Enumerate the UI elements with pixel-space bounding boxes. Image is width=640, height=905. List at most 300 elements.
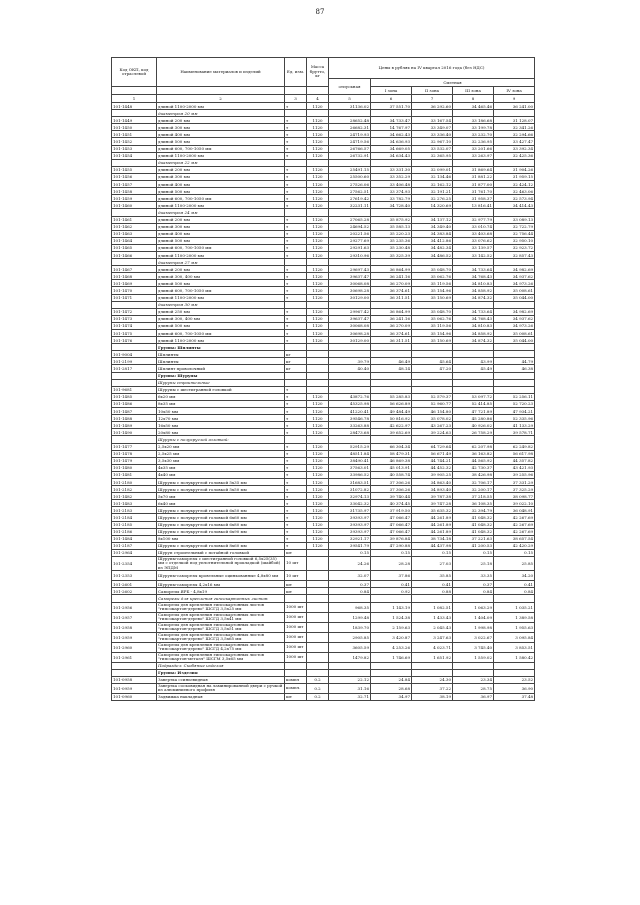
cell-retail-price bbox=[329, 351, 371, 358]
cell-unit: т bbox=[285, 273, 307, 280]
cell-zone1-price: 33 406.48 bbox=[371, 181, 412, 188]
cell-unit: т bbox=[285, 471, 307, 478]
cell-code bbox=[112, 595, 157, 602]
cell-unit: т bbox=[285, 280, 307, 287]
cell-name: 2,5х20 мм bbox=[157, 443, 285, 450]
cell-unit: т bbox=[285, 457, 307, 464]
cell-mass bbox=[307, 358, 329, 365]
cell-zone2-price: 36 292.60 bbox=[412, 103, 453, 110]
cell-code bbox=[112, 344, 157, 351]
cell-unit: т bbox=[285, 337, 307, 344]
cell-unit: шт bbox=[285, 549, 307, 556]
cell-zone3-price bbox=[453, 110, 494, 117]
table-row bbox=[112, 622, 535, 632]
cell-mass bbox=[307, 259, 329, 266]
cell-zone4-price bbox=[494, 662, 535, 669]
cell-zone1-price: 33 331.30 bbox=[371, 166, 412, 173]
cell-zone3-price: 33 186.68 bbox=[453, 117, 494, 124]
cell-zone1-price bbox=[371, 259, 412, 266]
cell-retail-price: 32974.13 bbox=[329, 493, 371, 500]
cell-mass: 1120 bbox=[307, 202, 329, 209]
cell-zone2-price: 35 078.02 bbox=[412, 415, 453, 422]
cell-unit: 1000 шт bbox=[285, 602, 307, 612]
cell-zone2-price: 34 482.34 bbox=[412, 244, 453, 251]
cell-zone4-price: 47 934.21 bbox=[494, 408, 535, 415]
header-zone-1: I зона bbox=[371, 87, 412, 95]
cell-mass: 1120 bbox=[307, 514, 329, 521]
cell-retail-price: 30698.28 bbox=[329, 287, 371, 294]
cell-mass: 1120 bbox=[307, 280, 329, 287]
cell-code: 101-2958 bbox=[112, 622, 157, 632]
header-retail: отпускная bbox=[329, 79, 371, 95]
cell-zone4-price: 32 424.12 bbox=[494, 181, 535, 188]
cell-zone3-price: 31 877.00 bbox=[453, 181, 494, 188]
cell-mass: 1120 bbox=[307, 173, 329, 180]
cell-code: 101-2956 bbox=[112, 602, 157, 612]
cell-zone4-price: 37 325.29 bbox=[494, 486, 535, 493]
cell-code: 101-1475 bbox=[112, 330, 157, 337]
table-row bbox=[112, 549, 535, 556]
table-row bbox=[112, 602, 535, 612]
cell-unit: т bbox=[285, 166, 307, 173]
cell-zone2-price: 34 863.40 bbox=[412, 478, 453, 485]
cell-unit bbox=[285, 159, 307, 166]
cell-zone1-price: 0.92 bbox=[371, 588, 412, 595]
cell-code: 101-9681 bbox=[112, 386, 157, 393]
cell-zone1-price bbox=[371, 344, 412, 351]
cell-zone4-price: 34 414.43 bbox=[494, 202, 535, 209]
table-row bbox=[112, 244, 535, 251]
cell-zone1-price: 56 626.89 bbox=[371, 400, 412, 407]
cell-zone4-price: 44 357.82 bbox=[494, 457, 535, 464]
cell-code: 101-1465 bbox=[112, 244, 157, 251]
cell-zone2-price bbox=[412, 159, 453, 166]
cell-code: 101-2353 bbox=[112, 571, 157, 581]
cell-code: 101-2186 bbox=[112, 528, 157, 535]
cell-retail-price: 28473.68 bbox=[329, 429, 371, 436]
cell-mass bbox=[307, 662, 329, 669]
cell-code: 101-2185 bbox=[112, 521, 157, 528]
cell-zone3-price: 34 733.64 bbox=[453, 308, 494, 315]
cell-unit: т bbox=[285, 173, 307, 180]
table-row bbox=[112, 351, 535, 358]
cell-zone1-price: 46 869.38 bbox=[371, 457, 412, 464]
cell-retail-price: 39393.97 bbox=[329, 521, 371, 528]
cell-zone3-price: 45.49 bbox=[453, 365, 494, 372]
cell-name: длиной 600, 700-1050 мм bbox=[157, 145, 285, 152]
cell-zone4-price: 34 982.69 bbox=[494, 308, 535, 315]
cell-zone3-price: 33.35 bbox=[453, 571, 494, 581]
cell-zone2-price bbox=[412, 662, 453, 669]
cell-zone1-price: 34 669.05 bbox=[371, 145, 412, 152]
cell-zone2-price: 14 320.69 bbox=[412, 202, 453, 209]
cell-zone1-price: 58 479.31 bbox=[371, 450, 412, 457]
cell-retail-price: 26682.31 bbox=[329, 124, 371, 131]
cell-name: длиной 500 мм bbox=[157, 280, 285, 287]
cell-zone3-price: 38 426.98 bbox=[453, 471, 494, 478]
cell-unit: т bbox=[285, 152, 307, 159]
cell-code: 101-2354 bbox=[112, 557, 157, 571]
cell-mass bbox=[307, 549, 329, 556]
cell-zone2-price: 34 412.86 bbox=[412, 237, 453, 244]
cell-code: 101-1473 bbox=[112, 315, 157, 322]
header-zone-4: IV зона bbox=[494, 87, 535, 95]
cell-code: 101-1479 bbox=[112, 457, 157, 464]
cell-retail-price: 30068.08 bbox=[329, 280, 371, 287]
cell-retail-price bbox=[329, 110, 371, 117]
cell-zone2-price: 43 267.23 bbox=[412, 422, 453, 429]
cell-code: 101-1460 bbox=[112, 202, 157, 209]
cell-zone1-price bbox=[371, 386, 412, 393]
cell-zone1-price: 34.97 bbox=[371, 693, 412, 700]
cell-name: Шурупы с полукруглой головкой 6х60 мм bbox=[157, 514, 285, 521]
cell-zone2-price: 38.19 bbox=[412, 693, 453, 700]
cell-mass bbox=[307, 632, 329, 642]
table-row bbox=[112, 588, 535, 595]
cell-zone2-price: 33 336.40 bbox=[412, 131, 453, 138]
cell-name: Группа: Шурупы bbox=[157, 372, 285, 379]
cell-zone1-price: 1 524.38 bbox=[371, 612, 412, 622]
cell-retail-price bbox=[329, 372, 371, 379]
cell-zone2-price: 39 787.38 bbox=[412, 493, 453, 500]
table-row bbox=[112, 514, 535, 521]
table-row bbox=[112, 581, 535, 588]
price-table bbox=[111, 57, 535, 701]
cell-mass: 1120 bbox=[307, 216, 329, 223]
table-body bbox=[112, 103, 535, 701]
cell-zone4-price: 0.15 bbox=[494, 549, 535, 556]
cell-name: длиной 300 мм bbox=[157, 173, 285, 180]
cell-zone2-price: 32 191.21 bbox=[412, 188, 453, 195]
table-row bbox=[112, 103, 535, 110]
column-number: 5 bbox=[329, 95, 371, 103]
cell-code: 101-1478 bbox=[112, 450, 157, 457]
table-row bbox=[112, 124, 535, 131]
cell-name: Саморезы для крепления гипсокартонных листов "гипсокартон-дерево" ШСГД 4,2х75 мм bbox=[157, 642, 285, 652]
cell-code bbox=[112, 379, 157, 386]
cell-zone1-price: 37 306.26 bbox=[371, 478, 412, 485]
cell-name: длиной 200 мм bbox=[157, 166, 285, 173]
cell-zone1-price: 36 270.09 bbox=[371, 322, 412, 329]
cell-code: 101-0960 bbox=[112, 693, 157, 700]
cell-code bbox=[112, 159, 157, 166]
cell-mass bbox=[307, 612, 329, 622]
cell-retail-price: 52915.29 bbox=[329, 443, 371, 450]
cell-unit: т bbox=[285, 131, 307, 138]
cell-unit bbox=[285, 379, 307, 386]
cell-zone2-price: 34 486.52 bbox=[412, 251, 453, 258]
cell-code: 101-1476 bbox=[112, 337, 157, 344]
cell-zone4-price bbox=[494, 301, 535, 308]
cell-code: 101-0958 bbox=[112, 676, 157, 683]
cell-retail-price bbox=[329, 259, 371, 266]
cell-name: Завертка сосковидная на ламинированной двери с ручкой из алюминиевого профиля bbox=[157, 683, 285, 693]
cell-zone4-price bbox=[494, 669, 535, 676]
table-row bbox=[112, 344, 535, 351]
cell-zone1-price bbox=[371, 110, 412, 117]
cell-zone2-price bbox=[412, 595, 453, 602]
cell-zone4-price: 42 420.29 bbox=[494, 542, 535, 549]
cell-retail-price bbox=[329, 669, 371, 676]
cell-zone4-price: 52 720.23 bbox=[494, 400, 535, 407]
cell-zone2-price: 44 261.89 bbox=[412, 514, 453, 521]
cell-retail-price: 32.71 bbox=[329, 693, 371, 700]
table-row bbox=[112, 422, 535, 429]
cell-name: Задвижка накладная bbox=[157, 693, 285, 700]
cell-zone3-price: 31 869.64 bbox=[453, 166, 494, 173]
cell-name: Шурупы строительные bbox=[157, 379, 285, 386]
cell-mass: 1120 bbox=[307, 131, 329, 138]
cell-zone2-price bbox=[412, 259, 453, 266]
cell-code: 101-1471 bbox=[112, 294, 157, 301]
cell-unit bbox=[285, 669, 307, 676]
cell-zone1-price bbox=[371, 372, 412, 379]
cell-zone3-price: 34 874.32 bbox=[453, 337, 494, 344]
table-row bbox=[112, 450, 535, 457]
cell-zone4-price: 1 389.58 bbox=[494, 612, 535, 622]
cell-code: 101-1480 bbox=[112, 464, 157, 471]
cell-zone4-price: 39 255.96 bbox=[494, 471, 535, 478]
cell-retail-price: 24.26 bbox=[329, 557, 371, 571]
cell-mass: 1120 bbox=[307, 330, 329, 337]
cell-retail-price: 1839.70 bbox=[329, 622, 371, 632]
cell-zone3-price: 32 394.79 bbox=[453, 507, 494, 514]
cell-zone3-price bbox=[453, 669, 494, 676]
cell-mass: 1120 bbox=[307, 521, 329, 528]
cell-zone3-price: 41 048.32 bbox=[453, 528, 494, 535]
header-zone-3: III зона bbox=[453, 87, 494, 95]
cell-zone2-price: 32 099.01 bbox=[412, 166, 453, 173]
cell-zone3-price: 1 404.09 bbox=[453, 612, 494, 622]
cell-zone1-price: 47 066.47 bbox=[371, 521, 412, 528]
cell-zone3-price: 45 280.86 bbox=[453, 415, 494, 422]
cell-zone4-price: 33 427.47 bbox=[494, 138, 535, 145]
cell-zone3-price: 32 706.17 bbox=[453, 478, 494, 485]
cell-code: 101-2180 bbox=[112, 478, 157, 485]
cell-mass: 1120 bbox=[307, 266, 329, 273]
cell-unit: 1000 шт bbox=[285, 652, 307, 662]
column-number-row bbox=[112, 95, 535, 103]
cell-unit bbox=[285, 301, 307, 308]
cell-unit: т bbox=[285, 521, 307, 528]
cell-zone2-price: 35 154.96 bbox=[412, 287, 453, 294]
cell-mass: 1120 bbox=[307, 294, 329, 301]
cell-name: длиной 500 мм bbox=[157, 237, 285, 244]
cell-mass bbox=[307, 642, 329, 652]
cell-zone1-price bbox=[371, 159, 412, 166]
cell-zone3-price: 33 199.78 bbox=[453, 124, 494, 131]
cell-zone2-price: 32 365.95 bbox=[412, 152, 453, 159]
cell-zone4-price bbox=[494, 379, 535, 386]
table-row bbox=[112, 379, 535, 386]
cell-zone1-price: 1 746.69 bbox=[371, 652, 412, 662]
cell-retail-price: 3605.59 bbox=[329, 642, 371, 652]
cell-zone1-price: 35 875.92 bbox=[371, 216, 412, 223]
table-row bbox=[112, 181, 535, 188]
cell-retail-price: 41220.41 bbox=[329, 408, 371, 415]
cell-mass: 1120 bbox=[307, 542, 329, 549]
cell-name: Группа: Изделия bbox=[157, 669, 285, 676]
table-row bbox=[112, 173, 535, 180]
cell-zone4-price: 44.79 bbox=[494, 358, 535, 365]
cell-name: длиной 1100-2000 мм bbox=[157, 294, 285, 301]
table-row bbox=[112, 436, 535, 443]
cell-name: Шурупы с полукруглой головкой 6х90 мм bbox=[157, 528, 285, 535]
cell-retail-price: 20221.56 bbox=[329, 230, 371, 237]
cell-zone4-price: 42 267.69 bbox=[494, 528, 535, 535]
cell-code: 101-1461 bbox=[112, 216, 157, 223]
cell-zone2-price bbox=[412, 372, 453, 379]
cell-unit: т bbox=[285, 266, 307, 273]
cell-zone1-price bbox=[371, 595, 412, 602]
cell-zone4-price: 41 133.29 bbox=[494, 422, 535, 429]
cell-zone4-price: 35 044.00 bbox=[494, 294, 535, 301]
cell-zone2-price: 35.85 bbox=[412, 571, 453, 581]
cell-name: 6х20 мм bbox=[157, 393, 285, 400]
cell-mass: 0.2 bbox=[307, 676, 329, 683]
cell-name: длиной 600, 700-1050 мм bbox=[157, 330, 285, 337]
cell-name: Саморезы для крепления гипсокартонных листов "гипсокартон-металл" ШСГМ 3,5х65 мм bbox=[157, 652, 285, 662]
cell-zone3-price bbox=[453, 386, 494, 393]
cell-retail-price: 30129.00 bbox=[329, 294, 371, 301]
cell-mass: 1120 bbox=[307, 230, 329, 237]
cell-zone3-price: 0.84 bbox=[453, 588, 494, 595]
cell-zone4-price: 32 923.72 bbox=[494, 244, 535, 251]
cell-zone4-price: 32 294.66 bbox=[494, 131, 535, 138]
cell-unit: кг bbox=[285, 351, 307, 358]
cell-retail-price: 39546.78 bbox=[329, 415, 371, 422]
cell-zone3-price: 47 721.89 bbox=[453, 408, 494, 415]
cell-mass: 1120 bbox=[307, 117, 329, 124]
cell-zone3-price: 37 218.55 bbox=[453, 493, 494, 500]
table-row bbox=[112, 393, 535, 400]
cell-unit: 10 шт bbox=[285, 557, 307, 571]
cell-zone3-price bbox=[453, 379, 494, 386]
cell-zone3-price: 37 221.63 bbox=[453, 535, 494, 542]
cell-mass: 1120 bbox=[307, 138, 329, 145]
cell-retail-price: 31.16 bbox=[329, 683, 371, 693]
cell-zone1-price: 24.84 bbox=[371, 676, 412, 683]
cell-zone4-price: 42 267.69 bbox=[494, 521, 535, 528]
cell-zone2-price: 32 162.12 bbox=[412, 181, 453, 188]
cell-retail-price: 27562.51 bbox=[329, 188, 371, 195]
cell-zone3-price: 34 465.46 bbox=[453, 103, 494, 110]
cell-mass: 1120 bbox=[307, 408, 329, 415]
column-number: 6 bbox=[371, 95, 412, 103]
cell-zone4-price: 35 008.61 bbox=[494, 287, 535, 294]
cell-zone1-price: 50 816.92 bbox=[371, 415, 412, 422]
cell-retail-price: 0.84 bbox=[329, 588, 371, 595]
cell-mass: 1120 bbox=[307, 507, 329, 514]
cell-zone3-price bbox=[453, 301, 494, 308]
table-row bbox=[112, 372, 535, 379]
cell-zone3-price: 33 403.68 bbox=[453, 230, 494, 237]
cell-unit: т bbox=[285, 202, 307, 209]
cell-mass bbox=[307, 581, 329, 588]
cell-zone2-price bbox=[412, 379, 453, 386]
cell-zone1-price bbox=[371, 379, 412, 386]
cell-zone1-price: 37 306.26 bbox=[371, 486, 412, 493]
cell-zone4-price bbox=[494, 372, 535, 379]
cell-unit: т bbox=[285, 393, 307, 400]
cell-retail-price: 37563.01 bbox=[329, 464, 371, 471]
table-row bbox=[112, 642, 535, 652]
cell-name: Шурупы-саморезы кровельные оцинкованные 4,8х80 мм bbox=[157, 571, 285, 581]
cell-zone1-price: 47 066.47 bbox=[371, 514, 412, 521]
cell-zone1-price: 35 235.36 bbox=[371, 237, 412, 244]
table-row bbox=[112, 195, 535, 202]
cell-zone2-price: 35 048.70 bbox=[412, 308, 453, 315]
table-row bbox=[112, 443, 535, 450]
cell-retail-price: 0.15 bbox=[329, 549, 371, 556]
cell-zone3-price bbox=[453, 436, 494, 443]
cell-zone4-price: 62 249.82 bbox=[494, 443, 535, 450]
cell-zone4-price bbox=[494, 351, 535, 358]
cell-mass: 1120 bbox=[307, 152, 329, 159]
cell-name: 4х35 мм bbox=[157, 464, 285, 471]
cell-unit: т bbox=[285, 493, 307, 500]
cell-name: Шуруп строительный с потайной головкой bbox=[157, 549, 285, 556]
cell-mass: 1120 bbox=[307, 237, 329, 244]
cell-zone1-price: 34 634.43 bbox=[371, 152, 412, 159]
table-row bbox=[112, 400, 535, 407]
cell-zone2-price bbox=[412, 669, 453, 676]
cell-zone1-price: 33 782.79 bbox=[371, 195, 412, 202]
table-row bbox=[112, 131, 535, 138]
cell-zone3-price: 31 958.37 bbox=[453, 195, 494, 202]
cell-unit: т bbox=[285, 237, 307, 244]
cell-unit: т bbox=[285, 443, 307, 450]
cell-code: 101-1467 bbox=[112, 266, 157, 273]
cell-unit: 1000 шт bbox=[285, 642, 307, 652]
cell-retail-price: 33263.88 bbox=[329, 422, 371, 429]
cell-name: диаметром 27 мм bbox=[157, 259, 285, 266]
cell-code: 101-2959 bbox=[112, 632, 157, 642]
cell-zone3-price: 32 236.95 bbox=[453, 138, 494, 145]
table-row bbox=[112, 662, 535, 669]
cell-zone1-price: 48.14 bbox=[371, 365, 412, 372]
cell-zone3-price: 34 810.83 bbox=[453, 322, 494, 329]
cell-zone3-price: 1 998.98 bbox=[453, 622, 494, 632]
table-row bbox=[112, 259, 535, 266]
cell-name: 3,5х30 мм bbox=[157, 457, 285, 464]
cell-unit: т bbox=[285, 478, 307, 485]
cell-unit: 1000 шт bbox=[285, 612, 307, 622]
table-row bbox=[112, 535, 535, 542]
cell-mass bbox=[307, 351, 329, 358]
cell-zone3-price: 33 010.74 bbox=[453, 223, 494, 230]
cell-name: 5х70 мм bbox=[157, 493, 285, 500]
table-row bbox=[112, 521, 535, 528]
cell-unit: т bbox=[285, 507, 307, 514]
cell-unit: т bbox=[285, 287, 307, 294]
cell-name: Шплинты bbox=[157, 358, 285, 365]
page-number: 87 bbox=[315, 8, 325, 16]
cell-zone3-price: 34 733.64 bbox=[453, 266, 494, 273]
cell-code: 101-1483 bbox=[112, 500, 157, 507]
cell-code: 101-2817 bbox=[112, 365, 157, 372]
cell-zone3-price: 34 874.32 bbox=[453, 294, 494, 301]
cell-retail-price bbox=[329, 386, 371, 393]
cell-mass bbox=[307, 652, 329, 662]
cell-zone2-price: 34 137.12 bbox=[412, 216, 453, 223]
cell-mass: 1120 bbox=[307, 535, 329, 542]
cell-name: Шурупы с полукруглой головкой 5х35 мм bbox=[157, 478, 285, 485]
cell-zone2-price: 32 276.25 bbox=[412, 195, 453, 202]
cell-zone2-price: 45.64 bbox=[412, 358, 453, 365]
cell-name: Шурупы с полукруглой головкой 6х50 мм bbox=[157, 507, 285, 514]
cell-retail-price: 33986.52 bbox=[329, 471, 371, 478]
